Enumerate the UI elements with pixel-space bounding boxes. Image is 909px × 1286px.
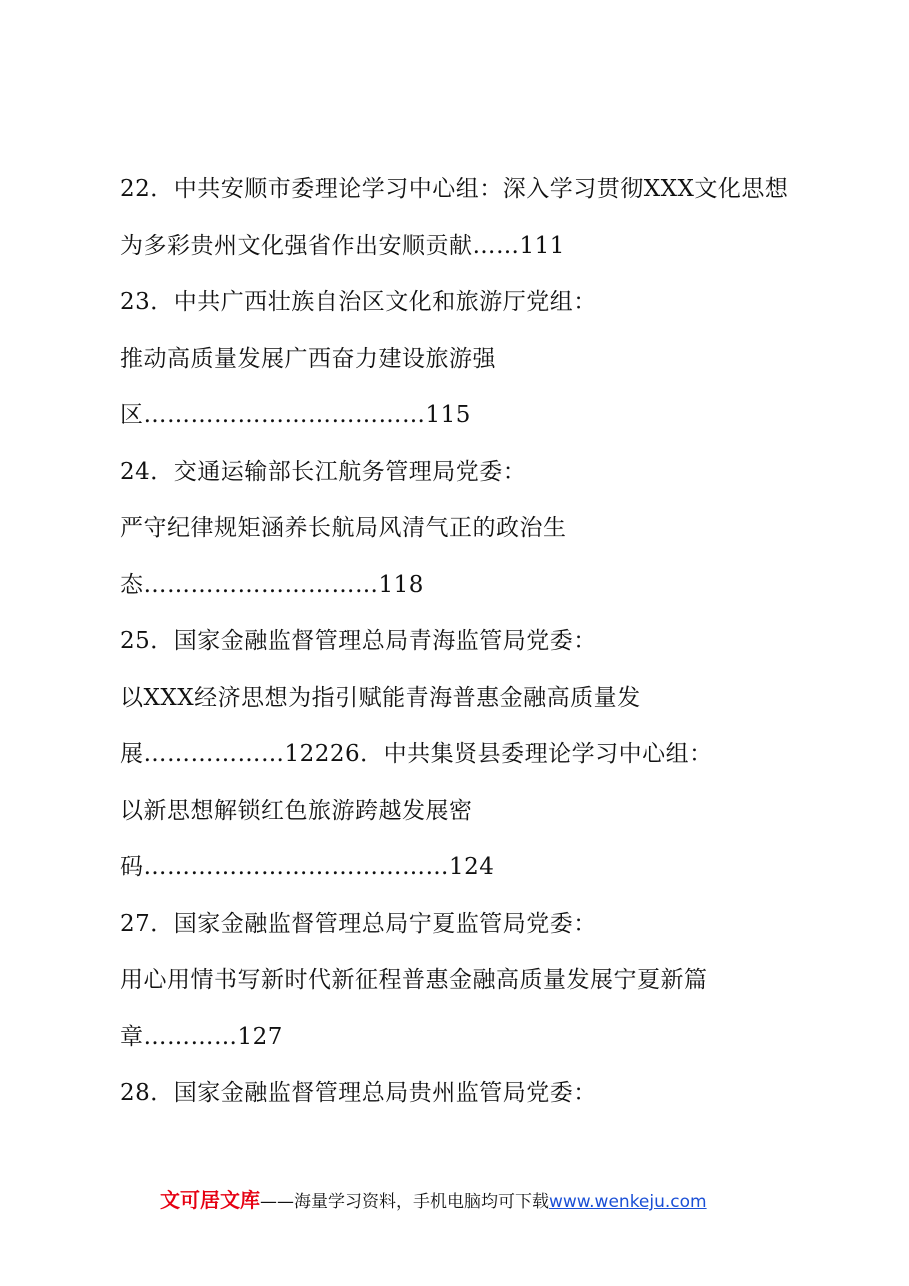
- toc-line-22-title: 22．中共安顺市委理论学习中心组：深入学习贯彻XXX文化思想: [120, 176, 789, 202]
- toc-line-27-cont: 用心用情书写新时代新征程普惠金融高质量发展宁夏新篇: [120, 967, 708, 993]
- toc-line-25-cont: 以XXX经济思想为指引赋能青海普惠金融高质量发: [120, 685, 641, 711]
- toc-line-24-page: 态…………………………118: [120, 572, 424, 598]
- toc-line-25-26: 展………………12226．中共集贤县委理论学习中心组：: [120, 741, 713, 767]
- footer-brand: 文可居文库: [160, 1188, 260, 1212]
- toc-line-27-page: 章…………127: [120, 1024, 283, 1050]
- toc-line-28-title: 28．国家金融监督管理总局贵州监管局党委：: [120, 1080, 597, 1106]
- toc-line-26-page: 码…………………………………124: [120, 854, 495, 880]
- toc-line-23-page: 区………………………………115: [120, 402, 471, 428]
- footer-slogan: 海量学习资料，手机电脑均可下载: [294, 1192, 549, 1212]
- toc-line-27-title: 27．国家金融监督管理总局宁夏监管局党委：: [120, 911, 597, 937]
- toc-line-26-cont: 以新思想解锁红色旅游跨越发展密: [120, 798, 473, 824]
- footer-url-link[interactable]: www.wenkeju.com: [549, 1192, 707, 1212]
- toc-line-24-cont: 严守纪律规矩涵养长航局风清气正的政治生: [120, 515, 567, 541]
- footer-dash: ——: [260, 1192, 294, 1212]
- toc-line-24-title: 24．交通运输部长江航务管理局党委：: [120, 459, 527, 485]
- toc-line-22-cont: 为多彩贵州文化强省作出安顺贡献……111: [120, 233, 565, 259]
- footer: [160, 1184, 707, 1213]
- toc-line-23-cont: 推动高质量发展广西奋力建设旅游强: [120, 346, 496, 372]
- toc-line-25-title: 25．国家金融监督管理总局青海监管局党委：: [120, 628, 597, 654]
- toc-line-23-title: 23．中共广西壮族自治区文化和旅游厅党组：: [120, 289, 597, 315]
